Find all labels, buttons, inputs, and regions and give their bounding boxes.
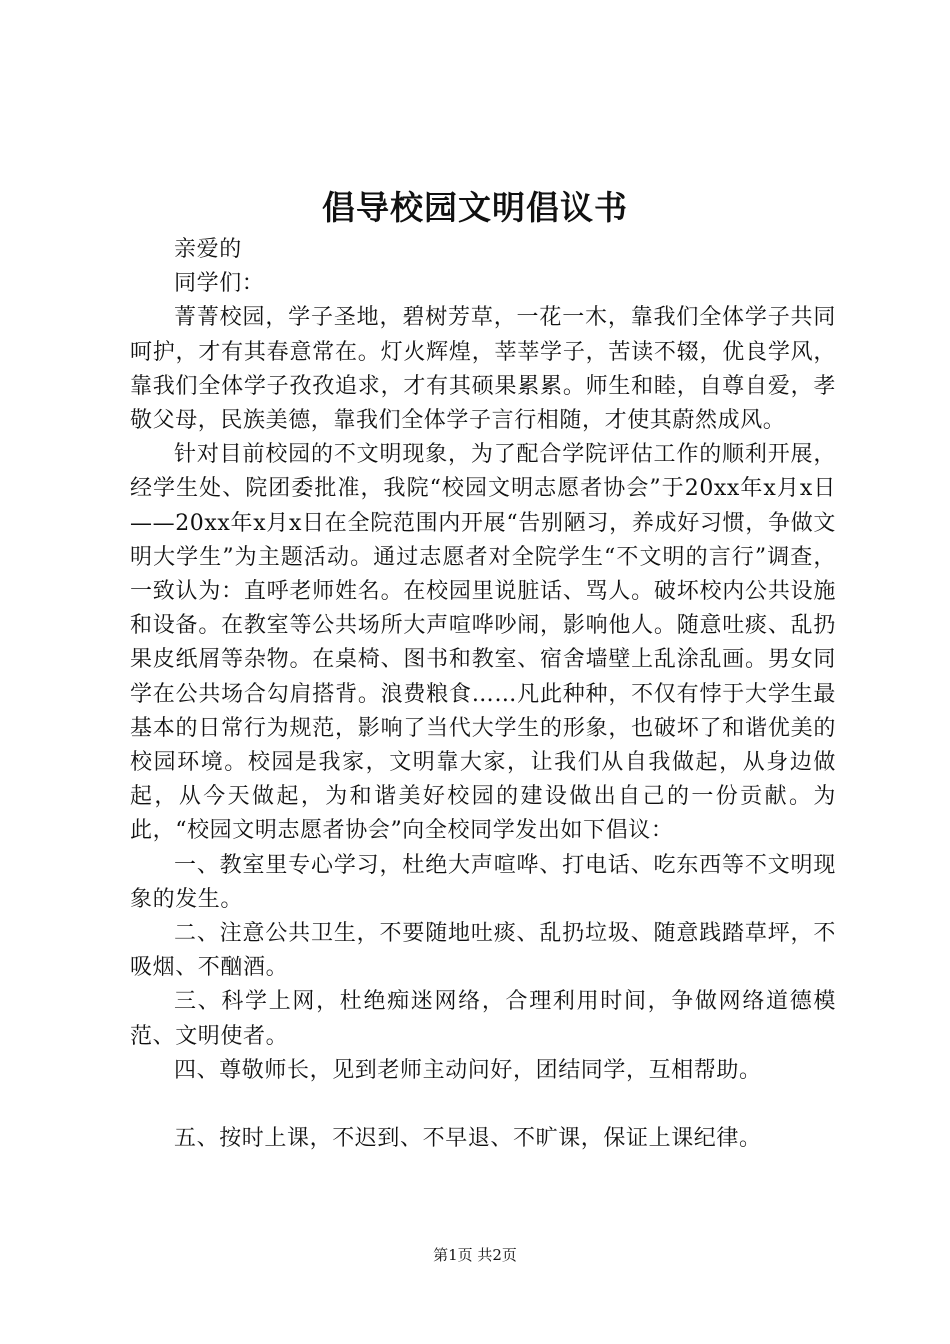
- proposal-item-3: 三、科学上网，杜绝痴迷网络，合理利用时间，争做网络道德模范、文明使者。: [130, 989, 836, 1049]
- proposal-item-1: 一、教室里专心学习，杜绝大声喧哗、打电话、吃东西等不文明现象的发生。: [130, 852, 836, 912]
- paragraph-intro: 菁菁校园，学子圣地，碧树芳草，一花一木，靠我们全体学子共同呵护，才有其春意常在。灯火辉煌，莘莘学子，苦读不辍，优良学风，靠我们全体学子孜孜追求，才有其硕果累累。师生和睦，自尊自爱，孝敬父母，民族美德，靠我们全体学子言行相随，才使其蔚然成风。: [130, 305, 836, 434]
- page-number-footer: 第1页 共2页: [433, 1246, 517, 1264]
- proposal-item-5: 五、按时上课，不迟到、不早退、不旷课，保证上课纪律。: [174, 1126, 762, 1152]
- salutation-line-1: 亲爱的: [174, 237, 242, 262]
- proposal-item-4: 四、尊敬师长，见到老师主动问好，团结同学，互相帮助。: [174, 1057, 762, 1083]
- proposal-item-2: 二、注意公共卫生，不要随地吐痰、乱扔垃圾、随意践踏草坪，不吸烟、不酗酒。: [130, 921, 836, 981]
- document-body: [130, 233, 836, 1156]
- salutation-line-2: 同学们：: [174, 271, 265, 297]
- paragraph-main: 针对目前校园的不文明现象，为了配合学院评估工作的顺利开展，经学生处、院团委批准，我院“校园文明志愿者协会”于20xx年x月x日——20xx年x月x日在全院范围内开展“告别陋习，养成好习惯，争做文明大学生”为主题活动。通过志愿者对全院学生“不文明的言行”调查，一致认为：直呼老师姓名。在校园里说脏话、骂人。破坏校内公共设施和设备。在教室等公共场所大声喧哗吵闹，影响他人。随意吐痰、乱扔果皮纸屑等杂物。在桌椅、图书和教室、宿舍墙壁上乱涂乱画。男女同学在公共场合勾肩搭背。浪费粮食……凡此种种，不仅有悖于大学生最基本的日常行为规范，影响了当代大学生的形象，也破坏了和谐优美的校园环境。校园是我家，文明靠大家，让我们从自我做起，从身边做起，从今天做起，为和谐美好校园的建设做出自己的一份贡献。为此，“校园文明志愿者协会”向全校同学发出如下倡议：: [130, 442, 836, 844]
- document-title: 倡导校园文明倡议书: [322, 188, 628, 227]
